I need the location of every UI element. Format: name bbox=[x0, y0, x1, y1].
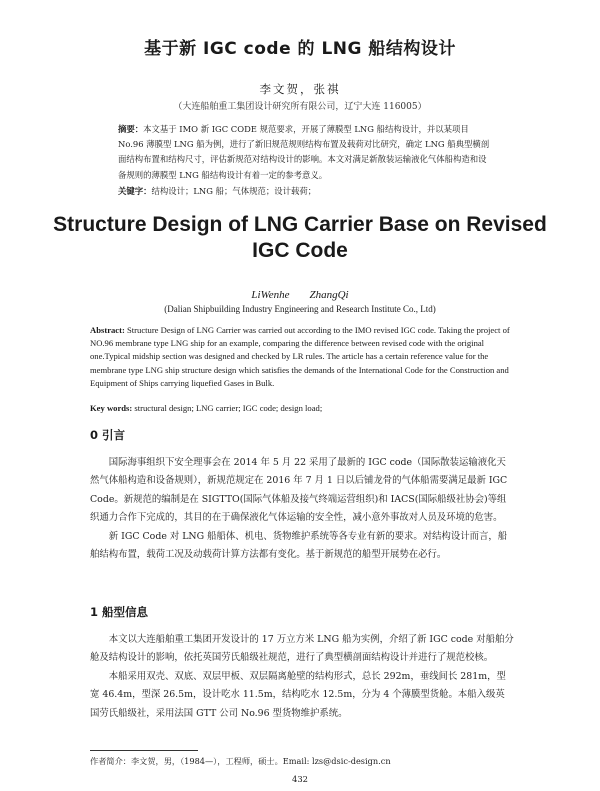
section-0-paragraph-1: 国际海事组织下安全理事会在 2014 年 5 月 22 采用了最新的 IGC code（国际散装运输液化天然气体船构造和设备规则），新规范规定在 2016 年 7 月 1 日以后铺龙骨的气体船需要满足最新 IGC Code。新规范的编制是在 SIGTTO(国际气体船及接气终端运营组织)和 IACS(国际船级社协会)等组织通力合作下完成的，其目的在于确保液化气体运输的安全性，减小意外事故对人员及环境的危害。 bbox=[90, 457, 508, 524]
chinese-abstract bbox=[118, 122, 490, 183]
english-title-line-1: Structure Design of LNG Carrier Base on Revised bbox=[53, 213, 547, 236]
author-footnote: 作者简介：李文贺，男，（1984—），工程师，硕士。Email: lzs@dsic-design.cn bbox=[90, 756, 391, 766]
english-keywords-label: Key words: bbox=[90, 403, 133, 413]
english-title-line-2: IGC Code bbox=[252, 239, 348, 262]
page-number: 432 bbox=[292, 774, 308, 784]
chinese-affiliation: （大连船舶重工集团设计研究所有限公司，辽宁大连 116005） bbox=[173, 102, 427, 112]
section-0-paragraph-2: 新 IGC Code 对 LNG 船船体、机电、货物维护系统等各专业有新的要求。对结构设计而言，船舶结构布置，载荷工况及动载荷计算方法都有变化。基于新规范的船型开展势在必行。 bbox=[90, 530, 508, 561]
english-author-1: LiWenhe bbox=[251, 289, 290, 301]
chinese-title: 基于新 IGC code 的 LNG 船结构设计 bbox=[144, 39, 456, 59]
english-affiliation: (Dalian Shipbuilding Industry Engineering and Research Institute Co., Ltd) bbox=[164, 304, 436, 314]
chinese-abstract-text: 本文基于 IMO 新 IGC CODE 规范要求，开展了薄膜型 LNG 船结构设计，并以某项目 No.96 薄膜型 LNG 船为例，进行了新旧规范规则结构布置及载荷对比研究，确定 LNG 船典型横剖面结构布置和结构尺寸，评估新规范对结构设计的影响。本文对满足新散装运输液化气体船构造和设备规则的薄膜型 LNG 船结构设计有着一定的参考意义。 bbox=[118, 124, 490, 180]
english-authors bbox=[0, 289, 600, 301]
english-abstract bbox=[90, 324, 514, 390]
english-abstract-text: Structure Design of LNG Carrier was carried out according to the IMO revised IGC code. Taking the project of NO.96 membrane type LNG ship for an example, comparing the difference between revised code with the original one.Typical midship section was designed and checked by LR rules. The article has a certain reference value for the membrane type LNG ship structure design which satisfies the demands of the International Code for the Construction and Equipment of Ships carrying liquefied Gases in Bulk. bbox=[90, 325, 510, 388]
chinese-authors: 李文贺，张祺 bbox=[259, 82, 341, 96]
english-keywords-text: structural design; LNG carrier; IGC code; design load; bbox=[134, 403, 323, 413]
chinese-keywords bbox=[118, 184, 490, 198]
english-author-2: ZhangQi bbox=[309, 289, 349, 301]
section-1-body bbox=[90, 631, 514, 723]
section-0-heading: 0 引言 bbox=[90, 428, 126, 442]
chinese-keywords-text: 结构设计；LNG 船；气体规范；设计载荷； bbox=[151, 186, 317, 196]
chinese-keywords-label: 关键字： bbox=[118, 186, 152, 196]
english-abstract-label: Abstract: bbox=[90, 325, 125, 335]
chinese-abstract-label: 摘要： bbox=[118, 124, 144, 134]
english-title bbox=[0, 212, 600, 264]
section-1-paragraph-2: 本船采用双壳、双底、双层甲板、双层隔离舱壁的结构形式，总长 292m，垂线间长 281m，型宽 46.4m，型深 26.5m，设计吃水 11.5m，结构吃水 12.5m，分为 4 个薄膜型货舱。本船入级英国劳氏船级社，采用法国 GTT 公司 No.96 型货物维护系统。 bbox=[90, 670, 506, 719]
section-1-heading: 1 船型信息 bbox=[90, 605, 149, 619]
section-0-body bbox=[90, 454, 514, 564]
section-1-paragraph-1: 本文以大连船舶重工集团开发设计的 17 万立方米 LNG 船为实例，介绍了新 IGC code 对船舶分舱及结构设计的影响，依托英国劳氏船级社规范，进行了典型横剖面结构设计并进行了规范校核。 bbox=[90, 634, 514, 664]
footnote-divider bbox=[90, 750, 198, 751]
english-keywords bbox=[90, 402, 514, 415]
